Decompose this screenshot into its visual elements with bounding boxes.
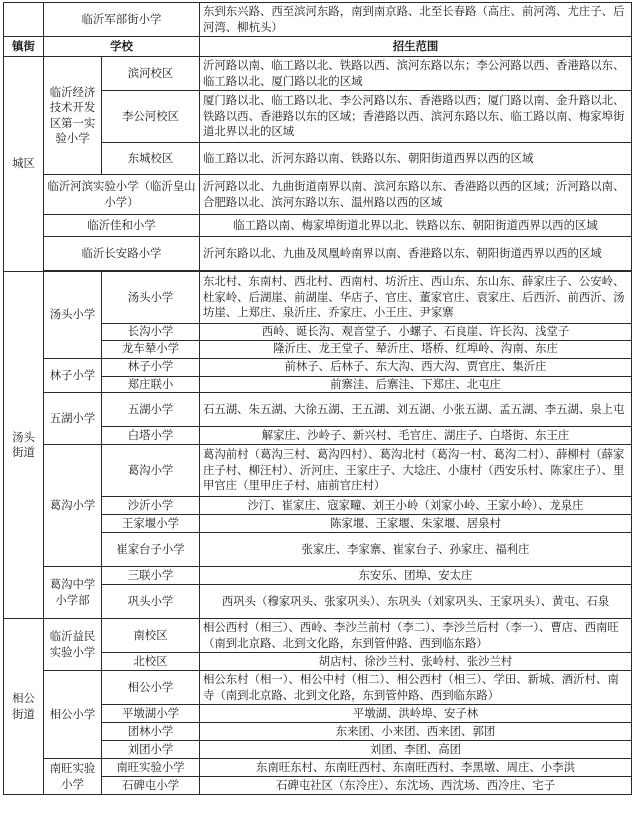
campus-cell: 滨河校区	[102, 57, 200, 91]
scope-cell: 东安乐、团埠、安太庄	[200, 567, 632, 585]
table-row	[4, 215, 632, 237]
scope-cell: 葛沟前村（葛沟三村、葛沟四村）、葛沟北村（葛沟一村、葛沟二村）、薛柳村（薛家庄子村、柳汪村）、沂河庄、王家庄子、大埝庄、小康村（西安乐村、陈家庄子）、里甲官庄（里甲庄子村、庙前官庄村）	[200, 445, 632, 497]
campus-cell: 东城校区	[102, 143, 200, 175]
scope-cell: 隆沂庄、龙王堂子、辇沂庄、塔桥、红埠岭、沟南、东庄	[200, 340, 632, 358]
school-cell: 石碑屯小学	[102, 777, 200, 795]
school-cell: 临沂佳和小学	[44, 215, 200, 237]
school-group-cell: 临沂经济技术开发区第一实验小学	[44, 57, 102, 175]
school-cell: 五湖小学	[102, 393, 200, 427]
school-cell: 沙沂小学	[102, 497, 200, 515]
table-row	[4, 57, 632, 91]
admission-scope-table	[3, 2, 632, 795]
table-row	[4, 272, 632, 324]
header-school: 学校	[44, 37, 200, 57]
school-cell: 南旺实验小学	[102, 759, 200, 777]
scope-cell: 相公西村（相三）、西岭、李沙兰前村（李二）、李沙兰后村（李一）、曹店、西南旺（南到北京路、北到文化路，东到管仲路、西到临东路）	[200, 619, 632, 653]
scope-cell: 沙汀、崔家庄、寇家疃、刘王小岭（刘家小岭、王家小岭）、龙泉庄	[200, 497, 632, 515]
scope-cell: 前寨洼、后寨洼、下郑庄、北屯庄	[200, 376, 632, 393]
school-cell: 长沟小学	[102, 324, 200, 341]
school-cell: 崔家台子小学	[102, 533, 200, 567]
school-group-cell: 相公小学	[44, 671, 102, 759]
scope-cell: 临工路以南、梅家埠街道北界以北、铁路以东、朝阳街道西界以西的区域	[200, 215, 632, 237]
table-row	[4, 393, 632, 427]
school-group-cell: 林子小学	[44, 358, 102, 393]
school-cell: 龙车辇小学	[102, 340, 200, 358]
town-cell: 城区	[4, 57, 44, 272]
scope-cell: 胡店村、徐沙兰村、张岭村、张沙兰村	[200, 653, 632, 671]
table-row	[4, 445, 632, 497]
scope-cell: 东到东兴路、西至滨河东路，南到南京路、北至长春路（高庄、前河湾、尤庄子、后河湾、柳杭头）	[200, 3, 632, 37]
school-group-cell: 葛沟中学小学部	[44, 567, 102, 619]
school-cell: 临沂河滨实验小学（临沂皇山小学）	[44, 175, 200, 215]
campus-cell: 李公河校区	[102, 91, 200, 143]
table-row	[4, 671, 632, 705]
school-cell: 刘团小学	[102, 741, 200, 759]
school-cell: 三联小学	[102, 567, 200, 585]
town-cell: 汤头街道	[4, 272, 44, 619]
scope-cell: 沂河东路以北、九曲及凤凰岭南界以南、香港路以东、朝阳街道西界以西的区域	[200, 237, 632, 271]
header-scope: 招生范围	[200, 37, 632, 57]
town-cell: 相公街道	[4, 619, 44, 795]
table-row	[4, 237, 632, 271]
scope-cell: 陈家堰、王家堰、朱家堰、居泉村	[200, 515, 632, 533]
scope-cell: 沂河路以北、九曲街道南界以南、滨河东路以东、香港路以西的区域；沂河路以南、合肥路以北、滨河东路以东、温州路以西的区域	[200, 175, 632, 215]
school-cell: 白塔小学	[102, 427, 200, 445]
table-row	[4, 175, 632, 215]
scope-cell: 张家庄、李家寨、崔家台子、孙家庄、福利庄	[200, 533, 632, 567]
table-row	[4, 358, 632, 376]
school-cell: 团林小学	[102, 723, 200, 741]
header-town: 镇街	[4, 37, 44, 57]
school-cell: 郑庄联小	[102, 376, 200, 393]
scope-cell: 前林子、后林子、东大沟、西大沟、贾官庄、集沂庄	[200, 358, 632, 376]
school-group-cell: 南旺实验小学	[44, 759, 102, 795]
scope-cell: 石碑屯社区（东冷庄）、东沈场、西沈场、西冷庄、宅子	[200, 777, 632, 795]
table-row	[4, 619, 632, 653]
scope-cell: 东北村、东南村、西北村、西南村、坊沂庄、西山东、东山东、薛家庄子、公安岭、杜家岭、后湖崖、前湖崖、华店子、官庄、董家官庄、袁家庄、后西沂、前西沂、汤坊崖、上郑庄、泉沂庄、乔家庄、小王庄、尹家寨	[200, 272, 632, 324]
scope-cell: 厦门路以北、临工路以北、李公河路以东、香港路以西；厦门路以南、金升路以北、铁路以西、香港路以东的区域；香港路以西、滨河东路以东、临工路以南、梅家埠街道北界以北的区域	[200, 91, 632, 143]
scope-cell: 东南旺东村、东南旺西村、东南旺西村、李黑墩、周庄、小李洪	[200, 759, 632, 777]
scope-cell: 石五湖、朱五湖、大徐五湖、王五湖、刘五湖、小张五湖、孟五湖、李五湖、泉上屯	[200, 393, 632, 427]
scope-cell: 临工路以北、沂河东路以南、铁路以东、朝阳街道西界以西的区域	[200, 143, 632, 175]
school-group-cell: 葛沟小学	[44, 445, 102, 567]
school-cell: 临沂军部街小学	[44, 3, 200, 37]
table-row	[4, 567, 632, 585]
scope-cell: 平墩湖、洪岭埠、安子林	[200, 705, 632, 723]
school-cell: 葛沟小学	[102, 445, 200, 497]
scope-cell: 相公东村（相一）、相公中村（相二）、相公西村（相三）、学田、新城、酒沂村、南寺（南到北京路、北到文化路，东到管仲路、西到临东路）	[200, 671, 632, 705]
school-group-cell: 临沂益民实验小学	[44, 619, 102, 671]
school-cell: 王家堰小学	[102, 515, 200, 533]
school-cell: 巩头小学	[102, 585, 200, 619]
school-cell: 汤头小学	[102, 272, 200, 324]
school-cell: 临沂长安路小学	[44, 237, 200, 271]
school-group-cell: 五湖小学	[44, 393, 102, 445]
scope-cell: 刘团、李团、高团	[200, 741, 632, 759]
scope-cell: 西巩头（穆家巩头、张家巩头）、东巩头（刘家巩头、王家巩头）、黄屯、石泉	[200, 585, 632, 619]
school-cell: 林子小学	[102, 358, 200, 376]
school-cell: 南校区	[102, 619, 200, 653]
school-cell: 平墩湖小学	[102, 705, 200, 723]
scope-cell: 东来团、小来团、西来团、郭团	[200, 723, 632, 741]
table-header-row	[4, 37, 632, 57]
scope-cell: 沂河路以南、临工路以北、铁路以西、滨河东路以东；李公河路以西、香港路以东、临工路以北、厦门路以北的区域	[200, 57, 632, 91]
table-row	[4, 759, 632, 777]
scope-cell: 西岭、诞长沟、观音堂子、小螺子、石良崖、许长沟、浅堂子	[200, 324, 632, 341]
school-group-cell: 汤头小学	[44, 272, 102, 359]
school-cell: 北校区	[102, 653, 200, 671]
table-row	[4, 3, 632, 37]
cell-empty	[4, 3, 44, 37]
scope-cell: 解家庄、沙岭子、新兴村、毛官庄、湖庄子、白塔街、东王庄	[200, 427, 632, 445]
school-cell: 相公小学	[102, 671, 200, 705]
